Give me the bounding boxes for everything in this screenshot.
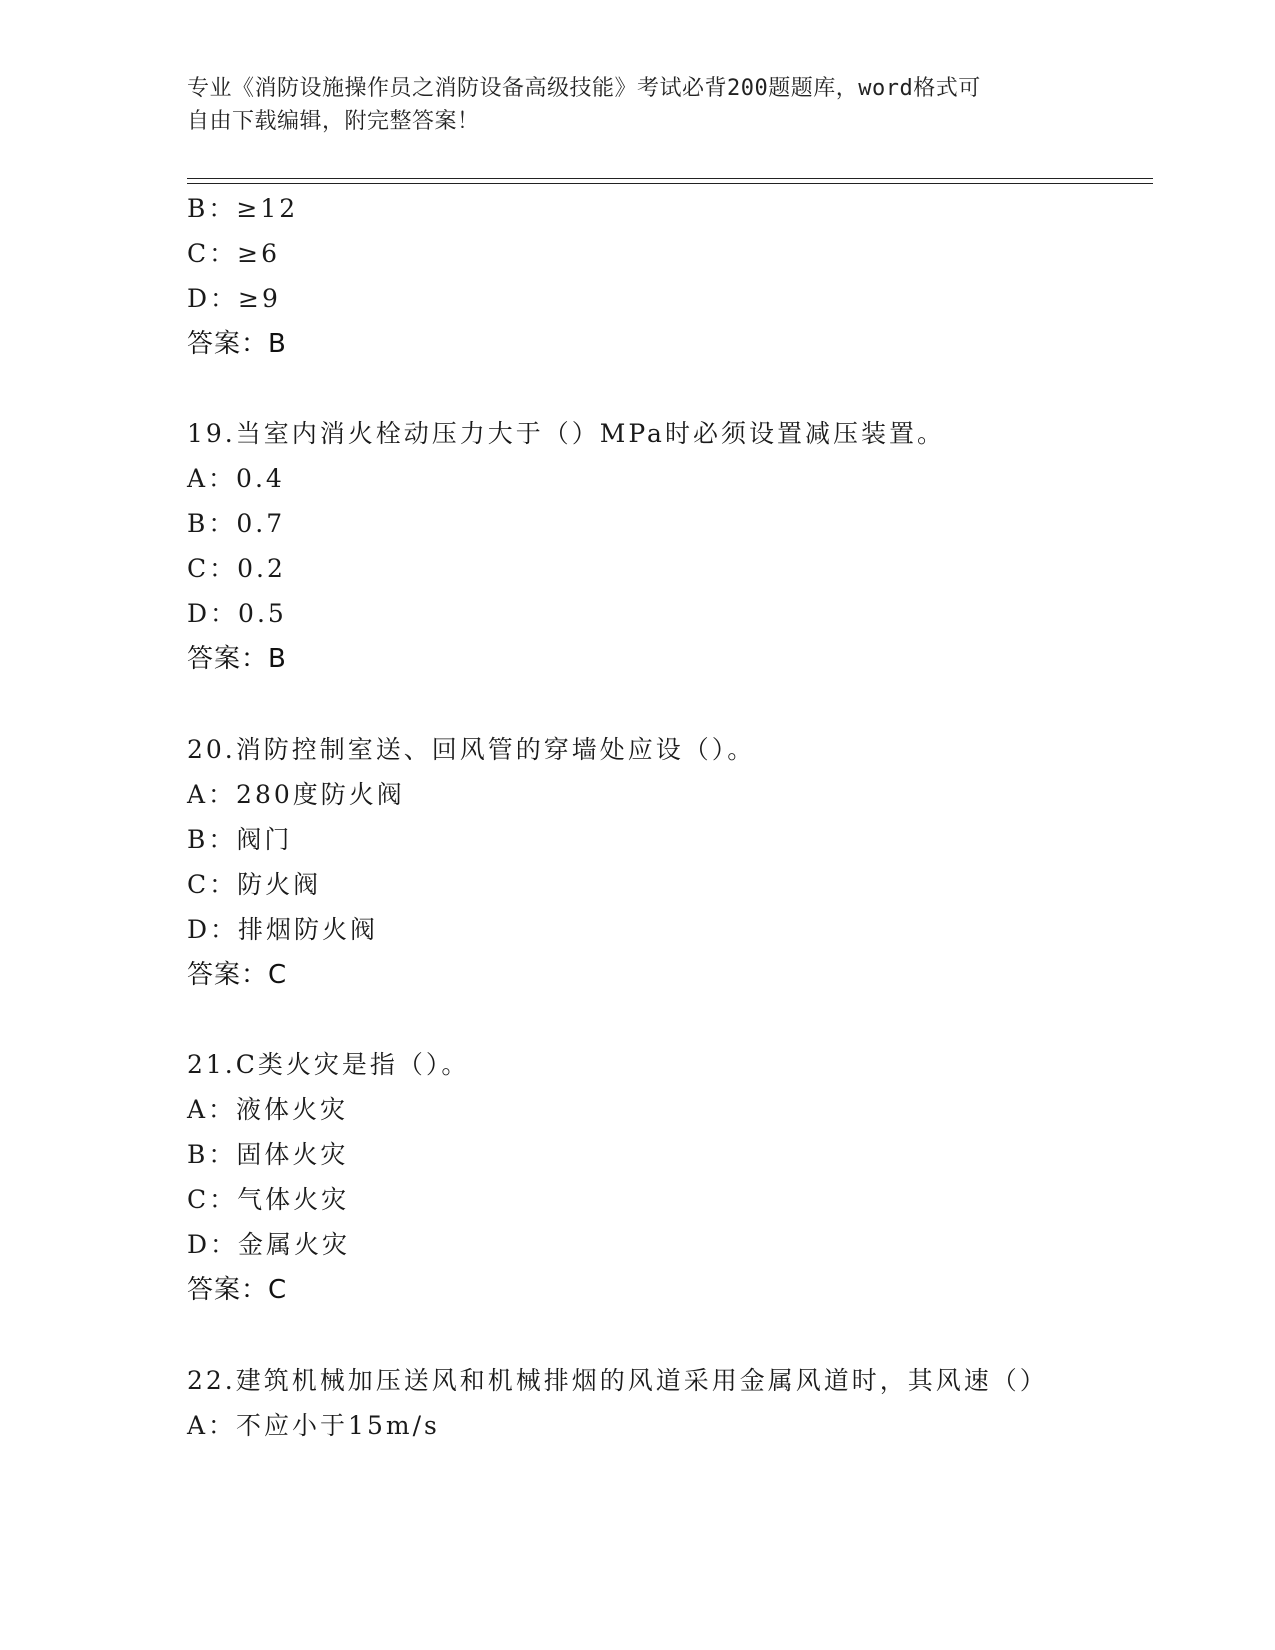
option-c: C：≥6 [187,239,280,268]
option-d: D：0.5 [187,599,287,628]
option-c: C：防火阀 [187,870,322,899]
option-b: B：0.7 [187,509,286,538]
option-a: A：280度防火阀 [187,780,405,809]
option-b: B：阀门 [187,825,293,854]
option-b: B：固体火灾 [187,1140,349,1169]
header-divider-top [187,178,1153,179]
header-line-1: 专业《消防设施操作员之消防设备高级技能》考试必背200题题库，word格式可 [187,76,981,101]
option-a: A：0.4 [187,464,285,493]
option-d: D：金属火灾 [187,1230,351,1259]
option-d: D：排烟防火阀 [187,915,379,944]
answer-line: 答案：C [187,1275,288,1305]
option-c: C：气体火灾 [187,1185,350,1214]
question-stem: 19.当室内消火栓动压力大于（）MPa时必须设置减压装置。 [187,419,945,448]
option-b: B：≥12 [187,194,299,223]
answer-line: 答案：B [187,329,287,359]
question-stem: 22.建筑机械加压送风和机械排烟的风道采用金属风道时，其风速（） [187,1366,1048,1395]
question-stem: 20.消防控制室送、回风管的穿墙处应设（）。 [187,735,756,764]
option-c: C：0.2 [187,554,286,583]
option-a: A：液体火灾 [187,1095,349,1124]
document-header [187,72,1067,138]
answer-line: 答案：B [187,644,287,674]
header-divider-bottom [187,183,1153,184]
answer-line: 答案：C [187,960,288,990]
question-stem: 21.C类火灾是指（）。 [187,1050,470,1079]
option-d: D：≥9 [187,284,281,313]
option-a: A：不应小于15m/s [187,1411,440,1440]
header-line-2: 自由下载编辑，附完整答案！ [187,109,480,134]
